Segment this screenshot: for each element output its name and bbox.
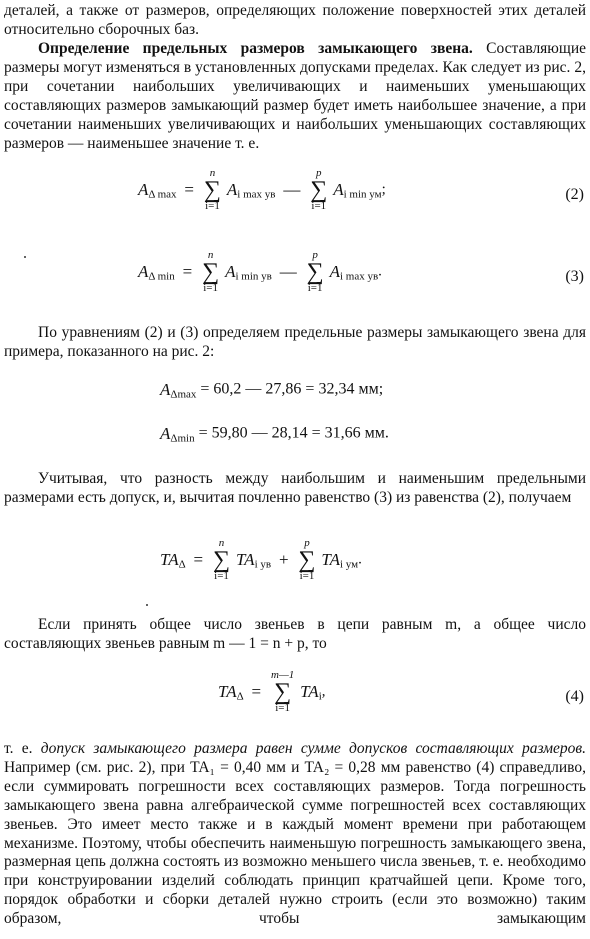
sum-symbol: p ∑ i=1	[298, 537, 316, 582]
paragraph-links: Если принять общее число звеньев в цепи равным m, а общее число составляющих звеньев равным m — 1 = n + p, то	[4, 616, 586, 652]
paragraph-tolerance: Учитывая, что разность между наибольшим и наименьшим предельными размерами есть допуск, и, вычитая почленно равенство (3) из равенства (2), получаем	[4, 470, 586, 506]
section-heading: Определение предельных размеров замыкающего звена.	[38, 40, 473, 57]
equation-tolerance-formula: $TA_\Delta$ = n ∑ i=1 $TA_{i ув}$ + p ∑ i=1 $TA_{i ум}$.	[160, 537, 362, 582]
paragraph-limits: Определение предельных размеров замыкающего звена. Составляющие размеры могут изменяться в установленных допусками пределах. Как следует из рис. 2, при сочетании наибольших увеличивающих и наименьших уменьшающих составляющих размеров замыкающий размер будет иметь наибольшее значение, а при сочетании наименьших увеличивающих и наибольших уменьшающих составляющих размеров — наименьшее значение т. е.	[4, 40, 586, 152]
equation-2-formula: $A_{\Delta max}$ = n ∑ i=1 $A_{i max ув}$ — p ∑ i=1 $A_{i min ум}$;	[138, 167, 386, 212]
paragraph-conclusion: т. е. допуск замыкающего размера равен сумме допусков составляющих размеров. Например (см. рис. 2), при TA₁ = 0,40 мм и TA₂ = 0,28 мм равенство (4) справедливо, если суммировать погрешности всех составляющих размеров. Тогда погрешность замыкающего звена равна алгебраической сумме погрешностей всех составляющих звеньев. Это имеет место также и в каждый момент времени при работающем механизме. Поэтому, чтобы обеспечить наименьшую погрешность замыкающего звена, размерная цепь должна состоять из возможно меньшего числа звеньев, т. е. необходимо при конструировании изделий соблюдать принцип кратчайшей цепи. Кроме того, порядок обработки и сборки деталей нужно строить (если это возможно) таким образом, чтобы замыкающим	[4, 740, 586, 928]
equation-3	[0, 250, 590, 310]
equation-4-formula: $TA_\Delta$ = m—1 ∑ i=1 $TA_i$,	[218, 669, 326, 714]
sum-symbol: n ∑ i=1	[202, 249, 220, 294]
sum-symbol: p ∑ i=1	[306, 249, 324, 294]
sum-symbol: m—1 ∑ i=1	[271, 669, 295, 714]
equation-tolerance	[0, 538, 590, 598]
sum-symbol: n ∑ i=1	[203, 167, 221, 212]
speck	[146, 604, 148, 606]
emphasis-text: допуск замыкающего размера равен сумме допусков составляющих размеров.	[40, 740, 586, 757]
paragraph-intro: деталей, а также от размеров, определяющих положение поверхностей этих деталей относительно сборочных баз.	[4, 2, 586, 38]
sum-symbol: p ∑ i=1	[310, 167, 328, 212]
equation-number: (3)	[565, 268, 584, 285]
paragraph-example: По уравнениям (2) и (3) определяем предельные размеры замыкающего звена для примера, показанного на рис. 2:	[4, 324, 586, 360]
sum-symbol: n ∑ i=1	[213, 537, 231, 582]
equation-4	[0, 670, 590, 730]
equation-3-formula: $A_{\Delta min}$ = n ∑ i=1 $A_{i min ув}$ — p ∑ i=1 $A_{i max ув}$.	[138, 249, 382, 294]
calc-max: $A_{\Delta max} = 60,2$ — 27,86 = 32,34 мм;	[160, 380, 384, 401]
calc-min: $A_{\Delta min} = 59,80$ — 28,14 = 31,66 мм.	[160, 424, 389, 445]
equation-number: (4)	[565, 688, 584, 705]
equation-number: (2)	[565, 186, 584, 203]
equation-2	[0, 168, 590, 228]
